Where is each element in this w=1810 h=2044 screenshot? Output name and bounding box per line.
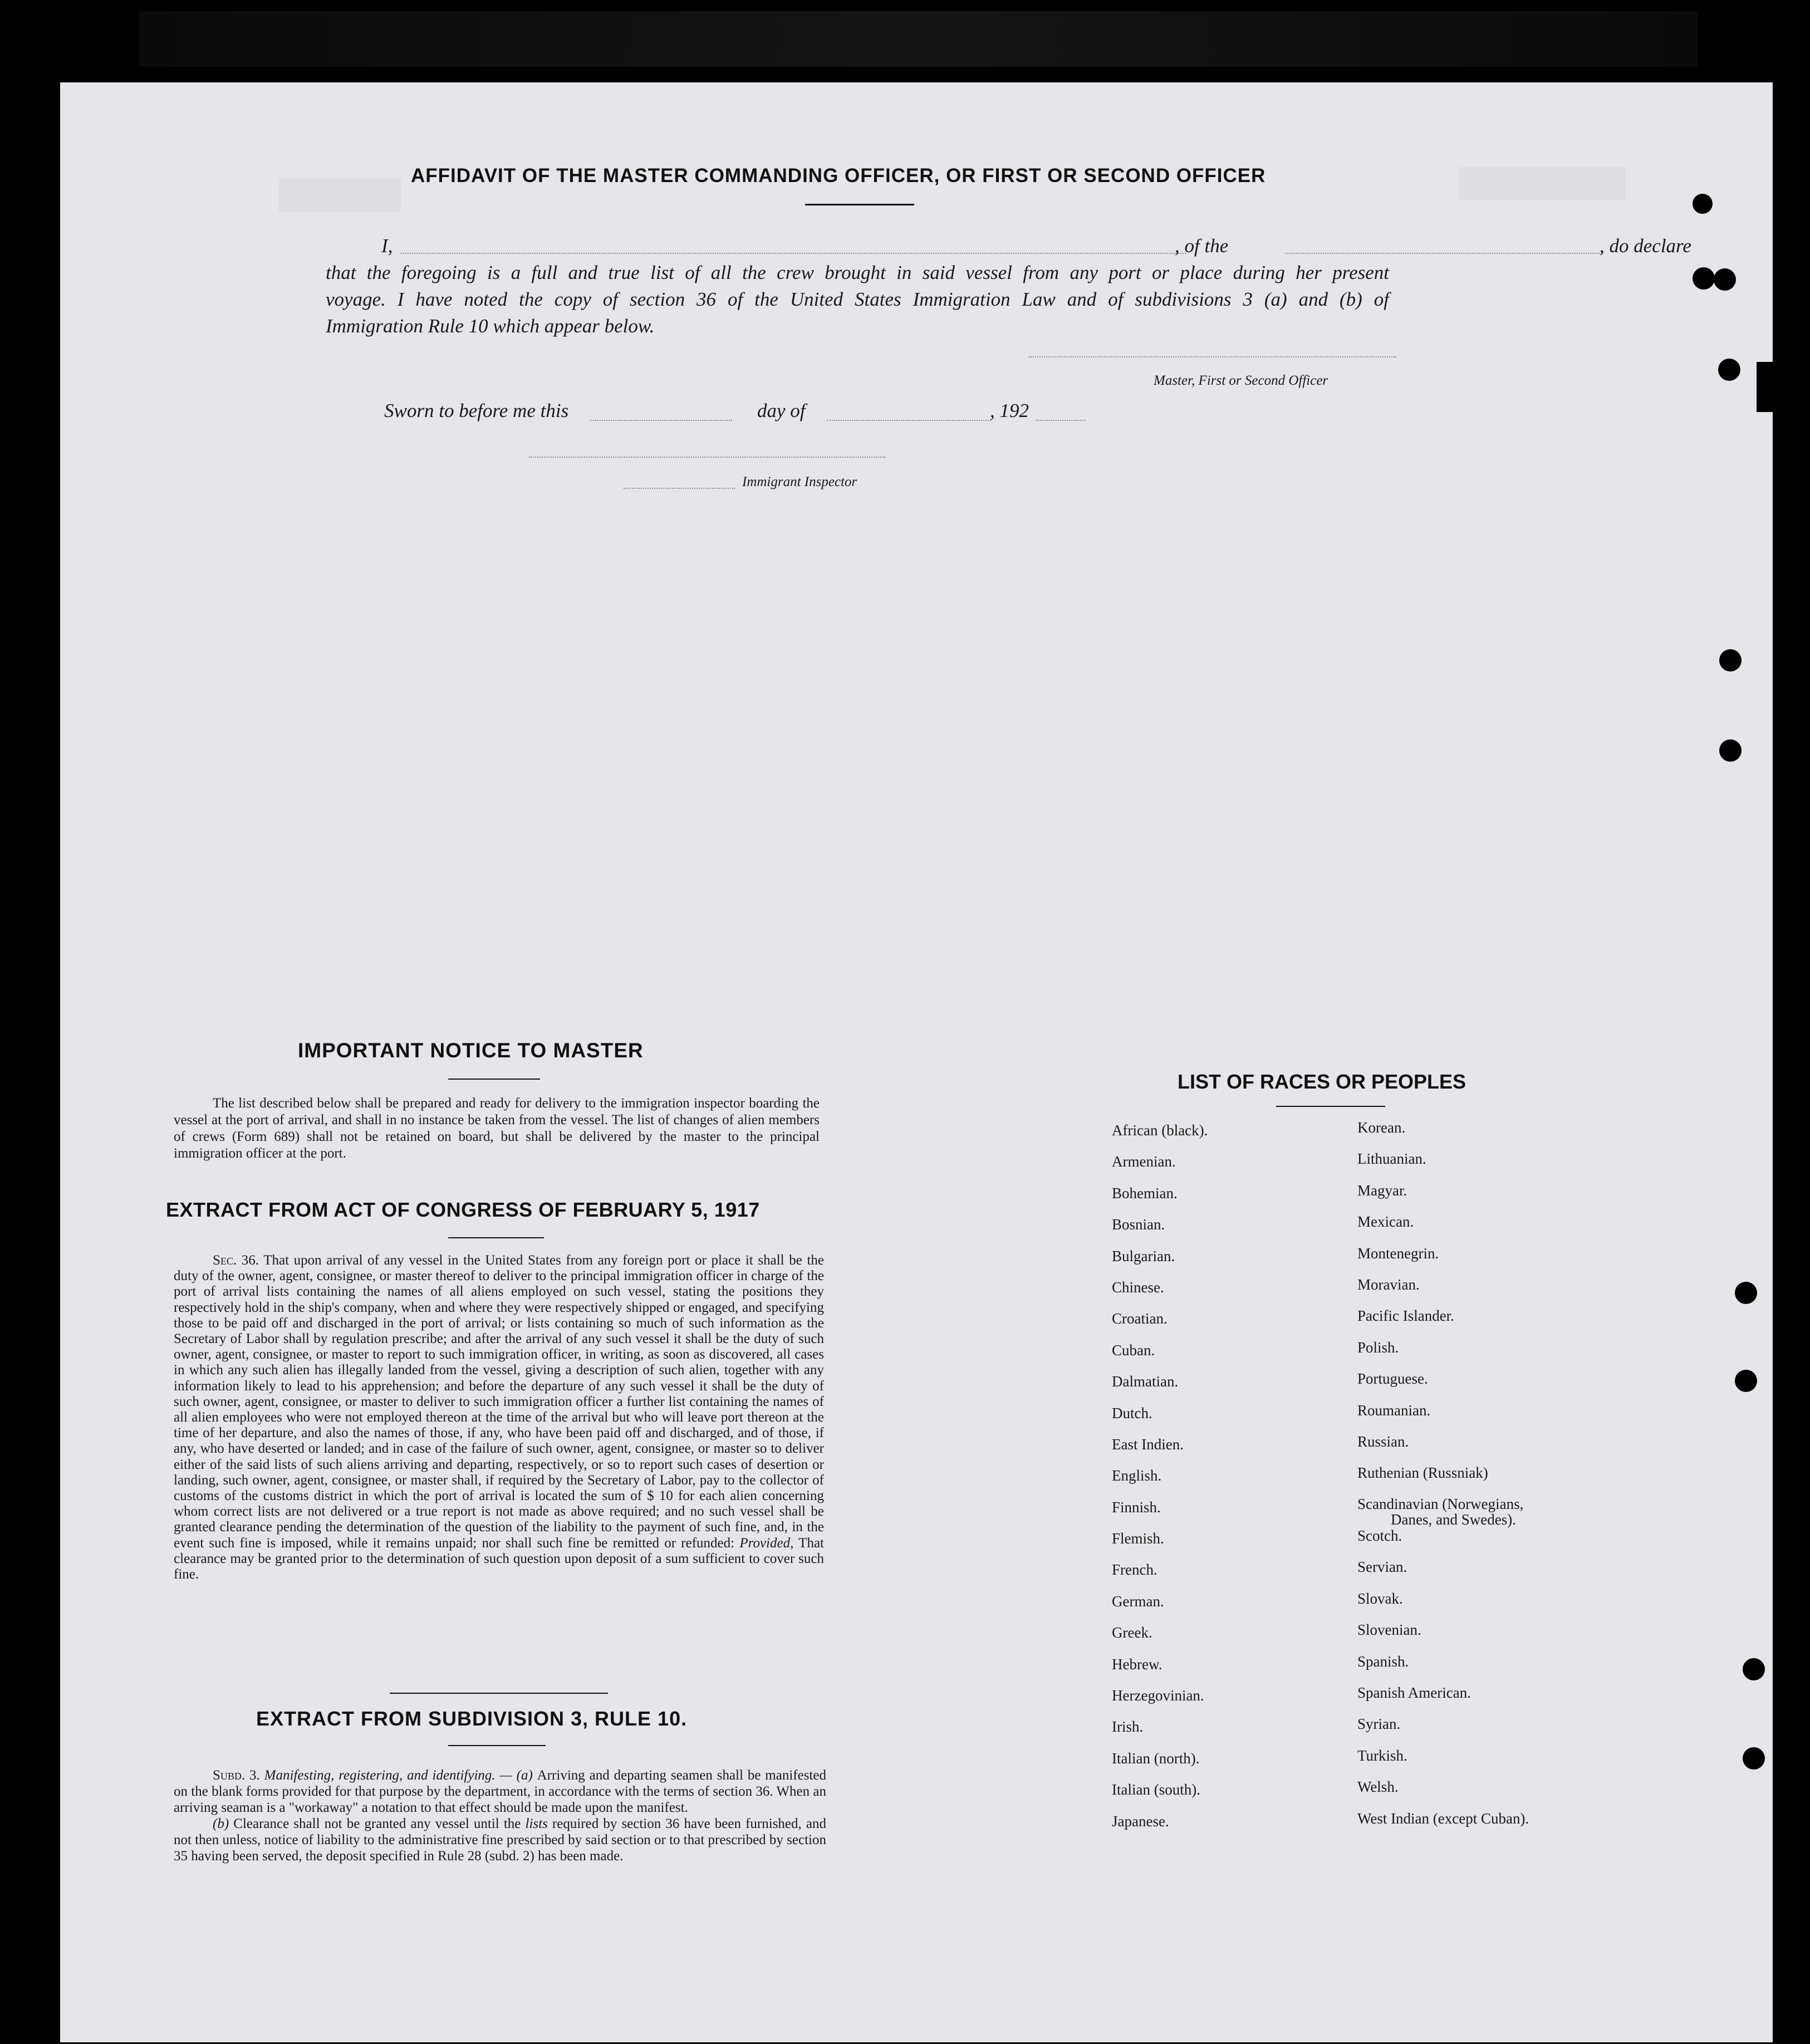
scan-border-top <box>139 11 1698 67</box>
race-item: Korean. <box>1357 1119 1406 1136</box>
race-item: Dalmatian. <box>1112 1373 1179 1390</box>
race-item: Russian. <box>1357 1433 1409 1450</box>
race-item: Croatian. <box>1112 1310 1168 1327</box>
extract-rule-overline <box>390 1693 608 1694</box>
race-item: Japanese. <box>1112 1812 1169 1830</box>
notice-body: The list described below shall be prepared and ready for delivery to the immigration inspector boarding the vessel at the port of arrival, and shall in no instance be taken from the vessel. The list of changes of alien members of crews (Form 689) shall not be retained on board, but shall be delivered by the master to the principal immigration officer at the port. <box>174 1096 820 1161</box>
race-item: Mexican. <box>1357 1213 1414 1231</box>
subdivision-para-b <box>174 1816 826 1864</box>
race-item: Flemish. <box>1112 1530 1164 1547</box>
extract-rule-title: EXTRACT FROM SUBDIVISION 3, RULE 10. <box>256 1707 688 1730</box>
provided-label: Provided, <box>739 1535 794 1551</box>
race-item: Roumanian. <box>1357 1401 1431 1419</box>
of-the-label: , of the <box>1175 235 1229 257</box>
race-item: English. <box>1112 1467 1162 1484</box>
race-item: Portuguese. <box>1357 1370 1428 1388</box>
year-label: , 192 <box>990 400 1029 421</box>
subdivision-para-a <box>174 1767 826 1816</box>
notice-underline <box>448 1079 540 1080</box>
extract-rule-underline <box>448 1745 546 1746</box>
day-fill-line[interactable] <box>590 420 732 421</box>
race-item: Cuban. <box>1112 1341 1155 1359</box>
race-item: Greek. <box>1112 1624 1152 1641</box>
race-item: Ruthenian (Russniak) <box>1357 1464 1488 1482</box>
page-edge-tab <box>1757 362 1773 412</box>
extract-act-underline <box>448 1237 544 1238</box>
race-item: West Indian (except Cuban). <box>1357 1810 1529 1827</box>
inspector-extra-line <box>624 488 735 489</box>
extract-act-title: EXTRACT FROM ACT OF CONGRESS OF FEBRUARY 5, 1917 <box>166 1198 760 1221</box>
declaration-line-2: that the foregoing is a full and true list of all the crew brought in said vessel from any port or place during her present <box>326 262 1389 283</box>
inspector-caption: Immigrant Inspector <box>742 474 857 489</box>
subd-para-b-text-2: required by section 36 have been furnished, and not then unless, notice of liability to the administrative fine prescribed by said section or to that prescribed by section 35 having been served, the deposit specified in Rule 28 (subd. 2) has been made. <box>174 1816 826 1864</box>
race-item: Scandinavian (Norwegians, <box>1357 1495 1524 1512</box>
subd-label: Subd. 3. <box>213 1768 260 1783</box>
declaration-line-4: Immigration Rule 10 which appear below. <box>326 315 655 337</box>
i-label: I, <box>381 235 393 257</box>
race-item: Pacific Islander. <box>1357 1307 1454 1325</box>
subd-para-b-text-1: Clearance shall not be granted any vessel until the <box>229 1816 526 1831</box>
section-36-text <box>174 1253 824 1582</box>
race-item: Welsh. <box>1357 1778 1399 1796</box>
race-item: Armenian. <box>1112 1153 1176 1170</box>
subd-para-a-text: Arriving and departing seamen shall be manifested on the blank forms provided for that purpose by the department, in accordance with the terms of section 36. When an arriving seaman is a "workaway" a notation to that effect should be made upon the manifest. <box>174 1768 826 1815</box>
month-fill-line[interactable] <box>827 420 991 421</box>
bleed-through-mark <box>1459 167 1626 200</box>
races-underline <box>1276 1106 1385 1107</box>
race-item: African (black). <box>1112 1122 1208 1139</box>
race-item: Finnish. <box>1112 1498 1161 1516</box>
race-item: Montenegrin. <box>1357 1244 1439 1262</box>
race-item: Italian (north). <box>1112 1749 1200 1767</box>
master-signature-line[interactable] <box>1029 356 1396 357</box>
subdivision-3-text <box>174 1767 826 1864</box>
title-underline <box>805 204 914 205</box>
race-item: Spanish. <box>1357 1653 1409 1670</box>
race-item: Syrian. <box>1357 1715 1401 1733</box>
punch-hole-1 <box>1693 194 1713 214</box>
name-fill-line[interactable] <box>401 253 1186 254</box>
subd-b-label: (b) <box>213 1816 229 1831</box>
punch-hole-7 <box>1735 1282 1757 1304</box>
inspector-signature-line[interactable] <box>529 457 885 458</box>
bleed-through-mark <box>278 178 401 212</box>
punch-hole-10 <box>1743 1747 1765 1769</box>
race-item: Herzegovinian. <box>1112 1687 1204 1704</box>
race-item: Bulgarian. <box>1112 1247 1175 1264</box>
race-item: German. <box>1112 1592 1164 1610</box>
race-item: Moravian. <box>1357 1276 1420 1293</box>
punch-hole-2 <box>1693 267 1715 290</box>
races-left-column <box>1112 1122 1208 1844</box>
race-item: Slovenian. <box>1357 1621 1421 1639</box>
subd-dash-a: — (a) <box>495 1768 537 1783</box>
do-declare-label: , do declare <box>1600 235 1691 257</box>
punch-hole-3 <box>1714 268 1736 291</box>
race-item: Scotch. <box>1357 1527 1402 1545</box>
race-item: Slovak. <box>1357 1590 1403 1607</box>
master-caption: Master, First or Second Officer <box>1154 373 1328 388</box>
race-item: Hebrew. <box>1112 1655 1162 1673</box>
race-item: Servian. <box>1357 1558 1407 1576</box>
year-fill-line[interactable] <box>1036 420 1086 421</box>
race-item-continued: Danes, and Swedes). <box>1391 1511 1516 1528</box>
vessel-fill-line[interactable] <box>1285 253 1602 254</box>
race-item: Chinese. <box>1112 1278 1164 1296</box>
affidavit-declaration <box>326 233 1691 340</box>
declaration-line-3: voyage. I have noted the copy of section 36 of the United States Immigration Law and of subdivisions 3 (a) and (b) of <box>326 288 1389 310</box>
section-36-body-b: That clearance may be granted prior to the determination of such question upon deposit of a sum sufficient to cover such fine. <box>174 1535 825 1582</box>
race-item: Italian (south). <box>1112 1781 1200 1798</box>
punch-hole-6 <box>1719 739 1742 762</box>
punch-hole-8 <box>1735 1370 1757 1392</box>
races-title: LIST OF RACES OR PEOPLES <box>1178 1070 1466 1093</box>
race-item: Irish. <box>1112 1718 1144 1736</box>
race-item: Lithuanian. <box>1357 1150 1426 1168</box>
punch-hole-4 <box>1718 359 1740 381</box>
day-of-label: day of <box>757 400 806 421</box>
race-item: Turkish. <box>1357 1747 1407 1764</box>
race-item: Polish. <box>1357 1339 1399 1356</box>
race-item: Bohemian. <box>1112 1184 1178 1202</box>
race-item: Bosnian. <box>1112 1216 1165 1233</box>
race-item: Spanish American. <box>1357 1684 1471 1702</box>
race-item: Magyar. <box>1357 1182 1407 1199</box>
subd-lists-word: lists <box>525 1816 548 1831</box>
race-item: Dutch. <box>1112 1404 1152 1422</box>
section-label: Sec. 36. <box>213 1253 259 1268</box>
race-item: French. <box>1112 1561 1157 1579</box>
races-right-column <box>1357 1119 1529 1841</box>
punch-hole-9 <box>1743 1658 1765 1680</box>
notice-title: IMPORTANT NOTICE TO MASTER <box>298 1039 644 1062</box>
subd-heading: Manifesting, registering, and identifying. <box>264 1768 496 1783</box>
affidavit-title: AFFIDAVIT OF THE MASTER COMMANDING OFFICER, OR FIRST OR SECOND OFFICER <box>411 165 1266 187</box>
sworn-label: Sworn to before me this <box>384 400 569 421</box>
punch-hole-5 <box>1719 649 1742 671</box>
race-item: East Indien. <box>1112 1435 1184 1453</box>
section-36-body-a: That upon arrival of any vessel in the United States from any foreign port or place it shall be the duty of the owner, agent, consignee, or master thereof to deliver to the principal immigration officer in charge of the port of arrival lists containing the names of all aliens employed on such vessel, stating the positions they respectively hold in the ship's company, when and where they were respectively shipped or engaged, and specifying those to be paid off and discharged in the port of arrival; or lists containing so much of such information as the Secretary of Labor shall by regulation prescribe; and after the arrival of any such vessel it shall be the duty of such owner, agent, consignee, or master to report to such immigration officer, in writing, as soon as discovered, all cases in which any such alien has illegally landed from the vessel, giving a description of such alien, together with any information likely to lead to his apprehension; and before the departure of any such vessel it shall be the duty of such owner, agent, consignee, or master to deliver to such immigration officer a further list containing the names of all alien employees who were not employed thereon at the time of the arrival but who will leave port thereon at the time of her departure, and also the names of those, if any, who have been paid off and discharged, and of those, if any, who have deserted or landed; and in case of the failure of such owner, agent, consignee, or master so to deliver either of the said lists of such aliens arriving and departing, respectively, or so to report such cases of desertion or landing, such owner, agent, consignee, or master shall, if required by the Secretary of Labor, pay to the collector of customs of the customs district in which the port of arrival is located the sum of $ 10 for each alien concerning whom correct lists are not delivered or a true report is not made as above required; and no such vessel shall be granted clearance pending the determination of the question of the liability to the payment of such fine, and, in the event such fine is imposed, while it remains unpaid; nor shall such fine be remitted or refunded: <box>174 1253 824 1551</box>
declaration-line-1 <box>326 233 1691 259</box>
